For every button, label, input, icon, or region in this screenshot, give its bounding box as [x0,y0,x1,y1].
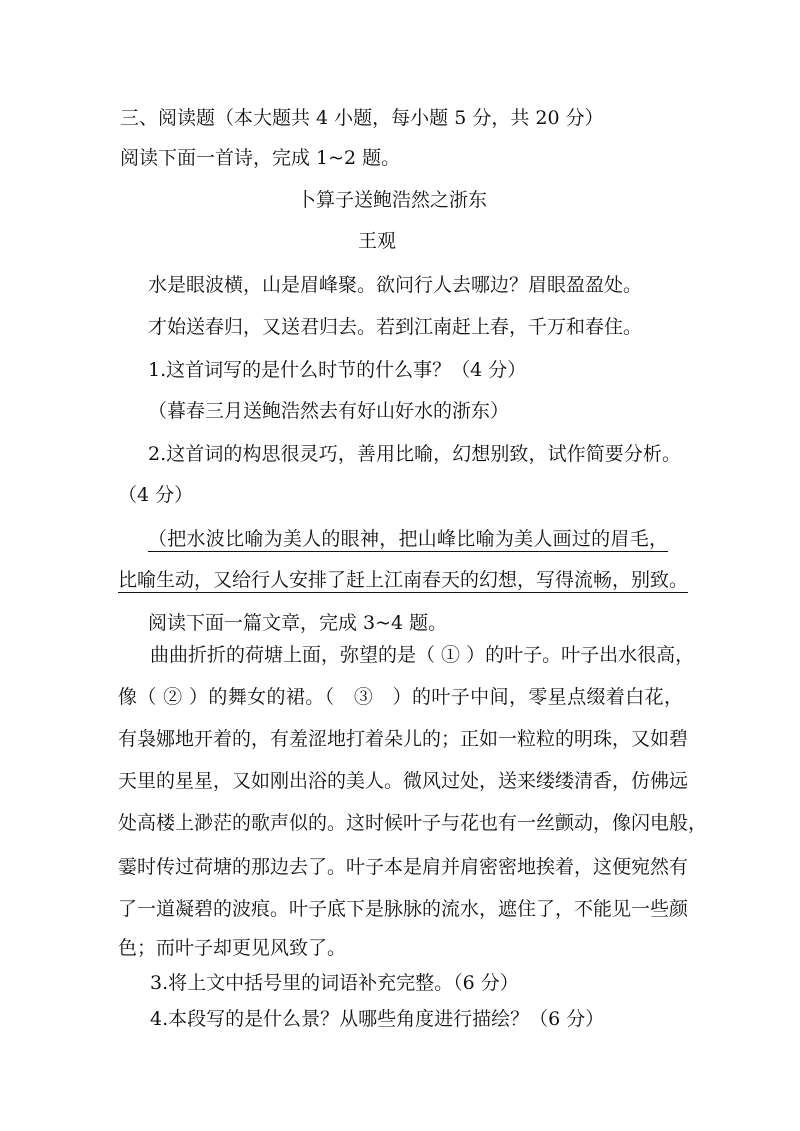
question-1: 1.这首词写的是什么时节的什么事？（4 分） [148,359,527,381]
article-line: 天里的星星，又如刚出浴的美人。微风过处，送来缕缕清香，仿佛远 [118,770,689,792]
article-line: 了一道凝碧的波痕。叶子底下是脉脉的流水，遮住了，不能见一些颜 [118,898,689,920]
answer-2-line: 比喻生动，又给行人安排了赶上江南春天的幻想，写得流畅，别致。 [118,569,689,591]
section-title: 三、阅读题（本大题共 4 小题，每小题 5 分，共 20 分） [120,107,604,129]
answer-2-line: （把水波比喻为美人的眼神，把山峰比喻为美人画过的眉毛， [148,528,668,550]
article-line: 色；而叶子却更见风致了。 [118,937,347,959]
article-line: 有袅娜地开着的，有羞涩地打着朵儿的；正如一粒粒的明珠，又如碧 [118,728,689,750]
article-line: 处高楼上渺茫的歌声似的。这时候叶子与花也有一丝颤动，像闪电般， [118,812,708,834]
article-intro: 阅读下面一篇文章，完成 3~4 题。 [148,612,448,634]
poem-line: 水是眼波横，山是眉峰聚。欲问行人去哪边？眉眼盈盈处。 [148,274,643,296]
poem-intro: 阅读下面一首诗，完成 1~2 题。 [120,147,401,169]
poem-title: 卜算子送鲍浩然之浙东 [297,189,488,211]
poem-line: 才始送春归，又送君归去。若到江南赶上春，千万和春住。 [148,316,643,338]
article-line: 像（ ② ）的舞女的裙。（ ③ ）的叶子中间，零星点缀着白花， [118,686,683,708]
article-line: 霎时传过荷塘的那边去了。叶子本是肩并肩密密地挨着，这便宛然有 [118,856,689,878]
question-2: 2.这首词的构思很灵巧，善用比喻，幻想别致，试作简要分析。 [148,443,681,465]
answer-1: （暮春三月送鲍浩然去有好山好水的浙东） [148,400,510,422]
article-line: 曲曲折折的荷塘上面，弥望的是（ ① ）的叶子。叶子出水很高， [150,644,695,666]
question-4: 4.本段写的是什么景？从哪些角度进行描绘？（6 分） [150,1008,605,1030]
question-3: 3.将上文中括号里的词语补充完整。（6 分） [150,972,519,994]
question-2-score: （4 分） [118,484,194,506]
poem-author: 王观 [358,230,397,252]
